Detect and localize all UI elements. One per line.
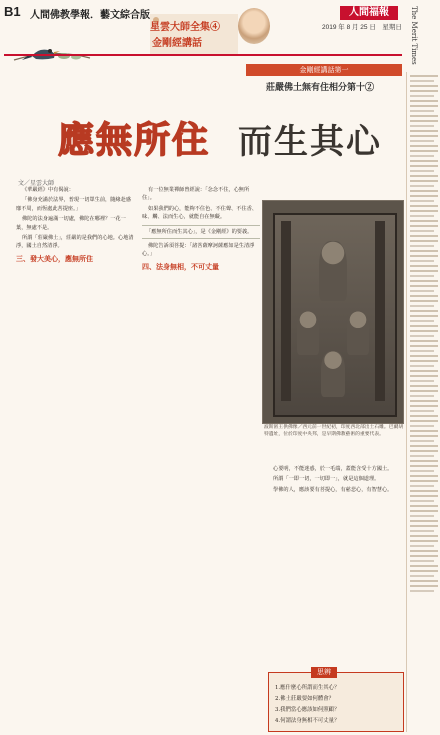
relief-figure	[321, 351, 345, 397]
edge-title: The Merit Times	[410, 6, 418, 65]
paragraph: 如果我們的心，能夠不住色、不住聲、不住香、味、觸、法而生心，就能自在無礙。	[142, 205, 257, 221]
image-caption: 波斯匿王供佛像／西元前一世紀初，印度西北部出土石雕。巴爾胡特遺址，位於印度中央邦，是早期佛教藝術的重要代表。	[264, 425, 404, 437]
section-code: B1	[4, 4, 21, 19]
reflection-header: 思辨	[311, 667, 337, 678]
paragraph: 心要明，不能迷惑，於一毛端，蓋能含受十方國土。	[273, 466, 393, 472]
paragraph: 「佛身充滿於法界，普現一切眾生前，隨緣赴感靡不周，而恆處此菩提座。」	[16, 197, 131, 212]
lecture-tag: 金剛經講話第一	[246, 64, 402, 76]
paragraph: 所謂「一即一切，一切即一」，就是這個道理。	[273, 476, 380, 483]
relief-pillar	[281, 221, 291, 401]
reflection-question: 3.我們當心應該如何照顧？	[275, 707, 340, 713]
newspaper-logo: 人間福報	[340, 6, 398, 20]
article-column-3	[267, 465, 401, 496]
relief-pillar	[375, 221, 385, 401]
title-part-2: 而生其心	[238, 122, 382, 162]
pull-quote: 「應無所住而生其心」，是《金剛經》的要義。	[142, 225, 260, 239]
reflection-question: 2.佛土莊嚴要如何體會？	[275, 696, 335, 702]
reflection-box	[268, 668, 404, 732]
article-subtitle: 莊嚴佛土無有住相分第十②	[265, 83, 374, 93]
header-rule	[4, 54, 402, 56]
series-subtitle: 金剛經講話	[152, 38, 202, 49]
author-portrait	[238, 8, 270, 44]
section-heading: 三、發大美心，應無所住	[16, 253, 93, 263]
adjacent-column-strip	[406, 72, 440, 732]
reflection-question: 1.應什麼心所謂而生其心？	[275, 685, 340, 691]
masthead	[0, 0, 440, 70]
edge-masthead	[406, 0, 440, 70]
section-name: 人間佛教學報．藝文綜合版	[30, 10, 150, 21]
bird-illustration	[12, 30, 92, 68]
paragraph: 學佛的人，應該要有菩提心，有慈悲心，有智慧心。	[273, 486, 393, 493]
relief-figure	[319, 241, 347, 301]
title-part-1: 應無所住	[58, 119, 211, 161]
section-heading: 四、法身無相，不可丈量	[142, 261, 219, 271]
article-column-1	[16, 186, 134, 265]
issue-date: 2019 年 8 月 25 日 星期日	[322, 24, 402, 31]
relief-figure	[347, 311, 369, 355]
paragraph: 所謂「莊嚴佛土」，莊嚴的是我們的心地。心地清淨，國土自然清淨。	[16, 235, 134, 250]
paragraph: 佛陀告訴須菩提：「諸菩薩摩訶薩應如是生清淨心。」	[142, 243, 255, 258]
relief-figure	[297, 311, 319, 355]
article-column-2	[142, 186, 260, 273]
series-title: 星雲大師全集④	[150, 22, 220, 33]
paragraph: 《華嚴經》中有偈說：	[22, 187, 74, 193]
buddhist-relief-image	[262, 200, 404, 424]
article-title	[58, 112, 398, 170]
paragraph: 有一位無業禪師曾經說：「念念不住，心無所住」。	[142, 187, 250, 202]
paragraph: 佛陀的法身遍滿一切處，佛陀在哪裡？一花一葉，無處不是。	[16, 216, 126, 231]
author-byline: 文／星雲大師	[18, 180, 55, 187]
reflection-question: 4.何謂法身無相不可丈量？	[275, 718, 340, 724]
